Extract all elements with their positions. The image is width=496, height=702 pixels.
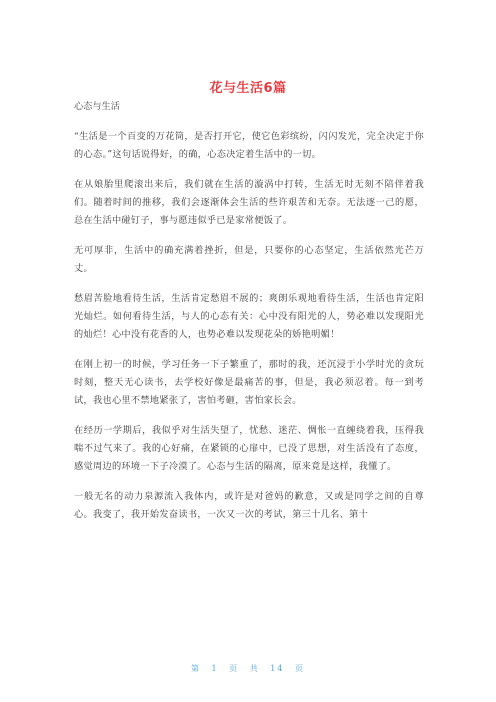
document-body: [74, 128, 424, 536]
paragraph: 一般无名的动力泉源流入我体内，或许是对爸妈的歉意，又或是同学之间的自尊心。我变了，我开始发奋读书，一次又一次的考试，第三十几名、第十: [74, 491, 424, 520]
paragraph: 在经历一学期后，我似乎对生活失望了，忧愁、迷茫、惆怅一直缠绕着我，压得我喘不过气来了。我的心好痛，在紧锁的心扉中，已没了思想，对生活没有了态度，感觉周边的环境一下子冷漠了。心态与生活的隔离，原来竟是这样，我懂了。: [74, 425, 424, 472]
paragraph: 在刚上初一的时候，学习任务一下子繁重了，那时的我，还沉浸于小学时光的贪玩时刻，整天无心读书，去学校好像是最痛苦的事，但是，我必须忍着。每一到考试，我也心里不禁地紧张了，害怕考砸，害怕家长会。: [74, 359, 424, 406]
paragraph: “生活是一个百变的万花筒，是否打开它，使它色彩缤纷，闪闪发光，完全决定于你的心态。”这句话说得好，的确，心态决定着生活中的一切。: [74, 131, 424, 160]
section-subtitle: 心态与生活: [74, 101, 120, 112]
paragraph: 愁眉苦脸地看待生活，生活肯定愁眉不展的；爽朗乐观地看待生活，生活也肯定阳光灿烂。如何看待生活，与人的心态有关：心中没有阳光的人，势必难以发现阳光的灿烂！心中没有花香的人，也势必难以发现花朵的娇艳明媚！: [74, 293, 424, 340]
paragraph: 在从娘胎里爬滚出来后，我们就在生活的漩涡中打转，生活无时无刻不陪伴着我们。随着时间的推移，我们会逐渐体会生活的些许艰苦和无奈。无法逐一己的愿，总在生活中碰钉子，事与愿违似乎已是家常便饭了。: [74, 179, 424, 226]
paragraph: 无可厚非，生活中的确充满着挫折，但是，只要你的心态坚定，生活依然光芒万丈。: [74, 245, 424, 274]
document-title: 花与生活6篇: [209, 81, 287, 96]
page-number-footer: 第 1 页 共 14 页: [191, 664, 305, 673]
